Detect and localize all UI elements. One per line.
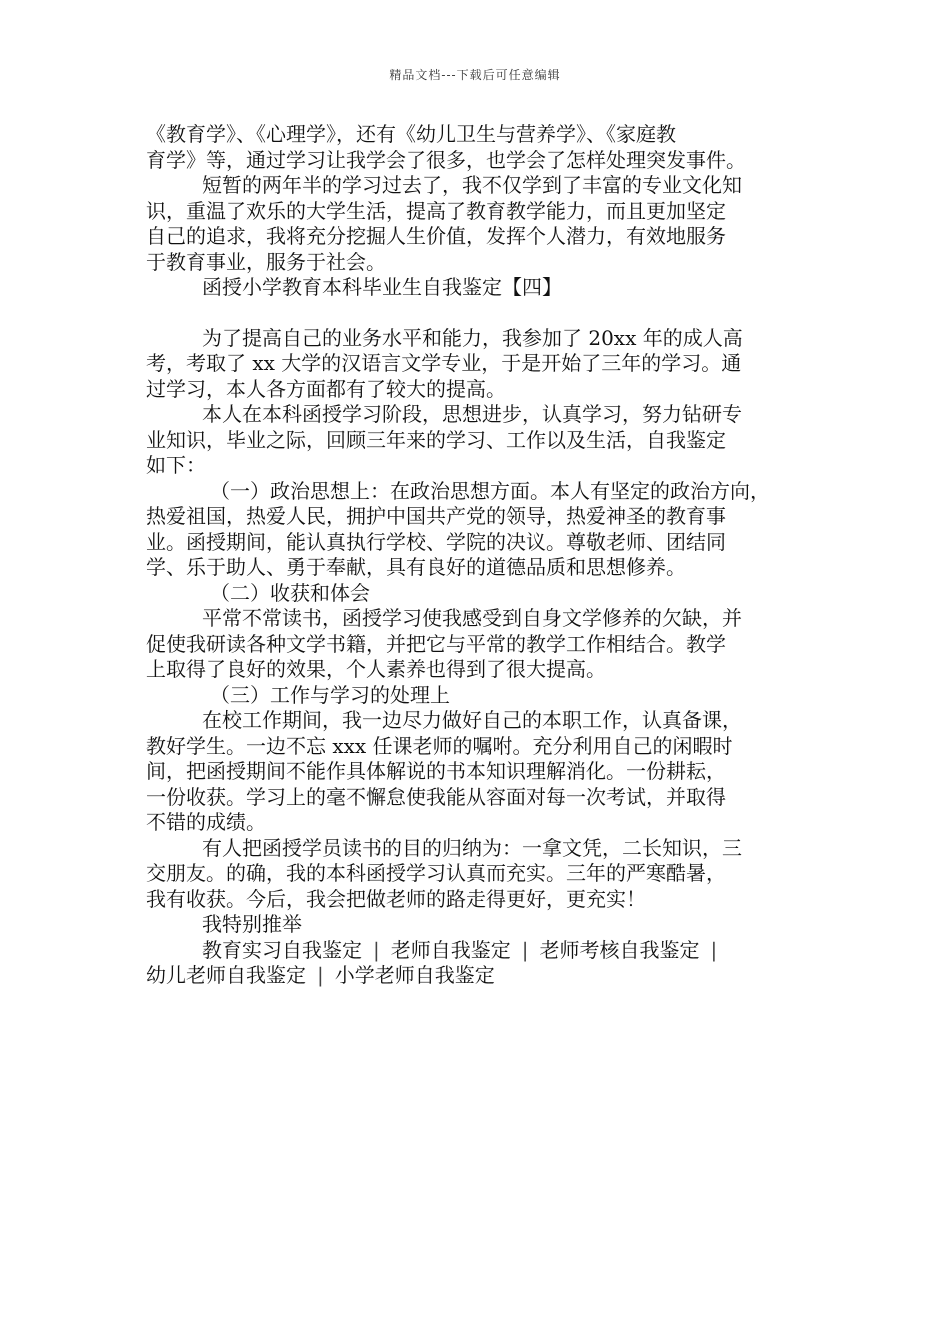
link-separator: | xyxy=(521,937,529,962)
body-line: 教好学生。一边不忘 xxx 任课老师的嘱咐。充分利用自己的闲暇时 xyxy=(146,733,733,758)
body-line: 上取得了良好的效果，个人素养也得到了很大提高。 xyxy=(146,657,606,681)
related-links-row xyxy=(146,963,818,989)
related-link[interactable]: 幼儿老师自我鉴定 xyxy=(146,963,306,987)
related-link[interactable]: 老师自我鉴定 xyxy=(390,937,511,962)
body-line: 《教育学》、《心理学》，还有《幼儿卫生与营养学》、《家庭教 xyxy=(146,122,676,146)
document-body xyxy=(146,122,818,989)
body-line: 平常不常读书，函授学习使我感受到自身文学修养的欠缺，并 xyxy=(202,606,742,630)
page-header: 精品文档---下载后可任意编辑 xyxy=(389,68,561,82)
related-link[interactable]: 教育实习自我鉴定 xyxy=(202,937,362,962)
body-line: 交朋友。的确，我的本科函授学习认真而充实。三年的严寒酷暑， xyxy=(146,861,726,885)
body-line: 过学习，本人各方面都有了较大的提高。 xyxy=(146,376,506,401)
section-title: 函授小学教育本科毕业生自我鉴定【四】 xyxy=(202,275,562,299)
related-link[interactable]: 老师考核自我鉴定 xyxy=(539,937,700,962)
body-line: 为了提高自己的业务水平和能力，我参加了 20xx 年的成人高 xyxy=(202,325,743,350)
link-separator: | xyxy=(317,963,324,987)
body-line: 短暂的两年半的学习过去了，我不仅学到了丰富的专业文化知 xyxy=(202,173,742,197)
body-line: 在校工作期间，我一边尽力做好自己的本职工作，认真备课， xyxy=(202,708,742,732)
recommend-label: 我特别推举 xyxy=(202,912,302,936)
body-line: 间，把函授期间不能作具体解说的书本知识理解消化。一份耕耘， xyxy=(146,759,726,783)
body-line: 业知识，毕业之际，回顾三年来的学习、工作以及生活，自我鉴定 xyxy=(146,427,726,452)
body-line: 热爱祖国，热爱人民，拥护中国共产党的领导，热爱神圣的教育事 xyxy=(146,504,726,528)
body-line: 如下： xyxy=(146,453,206,477)
body-line: 识，重温了欢乐的大学生活，提高了教育教学能力，而且更加坚定 xyxy=(146,198,726,223)
body-line: 促使我研读各种文学书籍，并把它与平常的教学工作相结合。教学 xyxy=(146,631,726,656)
related-links-row xyxy=(146,938,818,964)
body-line: 育学》等，通过学习让我学会了很多，也学会了怎样处理突发事件。 xyxy=(146,147,746,172)
subsection-heading: （三）工作与学习的处理上 xyxy=(210,682,450,707)
body-line: 学、乐于助人、勇于奉献，具有良好的道德品质和思想修养。 xyxy=(146,555,686,579)
body-line: 于教育事业，服务于社会。 xyxy=(146,249,386,274)
link-separator: | xyxy=(373,937,380,962)
body-line: 业。函授期间，能认真执行学校、学院的决议。尊敬老师、团结同 xyxy=(146,529,726,554)
body-line: 考，考取了 xx 大学的汉语言文学专业，于是开始了三年的学习。通 xyxy=(146,351,742,375)
body-line: 本人在本科函授学习阶段，思想进步，认真学习，努力钻研专 xyxy=(202,402,742,426)
body-line: 有人把函授学员读书的目的归纳为：一拿文凭，二长知识，三 xyxy=(202,835,742,860)
body-line: 自己的追求，我将充分挖掘人生价值，发挥个人潜力，有效地服务 xyxy=(146,224,726,248)
subsection-heading: （二）收获和体会 xyxy=(210,580,370,605)
blank-line xyxy=(146,301,818,326)
body-line: 一份收获。学习上的毫不懈怠使我能从容面对每一次考试，并取得 xyxy=(146,784,726,809)
link-separator: | xyxy=(710,937,718,962)
body-line: 不错的成绩。 xyxy=(146,810,266,834)
related-link[interactable]: 小学老师自我鉴定 xyxy=(334,963,495,987)
subsection-heading: （一）政治思想上：在政治思想方面。本人有坚定的政治方向， xyxy=(210,478,770,503)
body-line: 我有收获。今后，我会把做老师的路走得更好，更充实！ xyxy=(146,886,646,911)
